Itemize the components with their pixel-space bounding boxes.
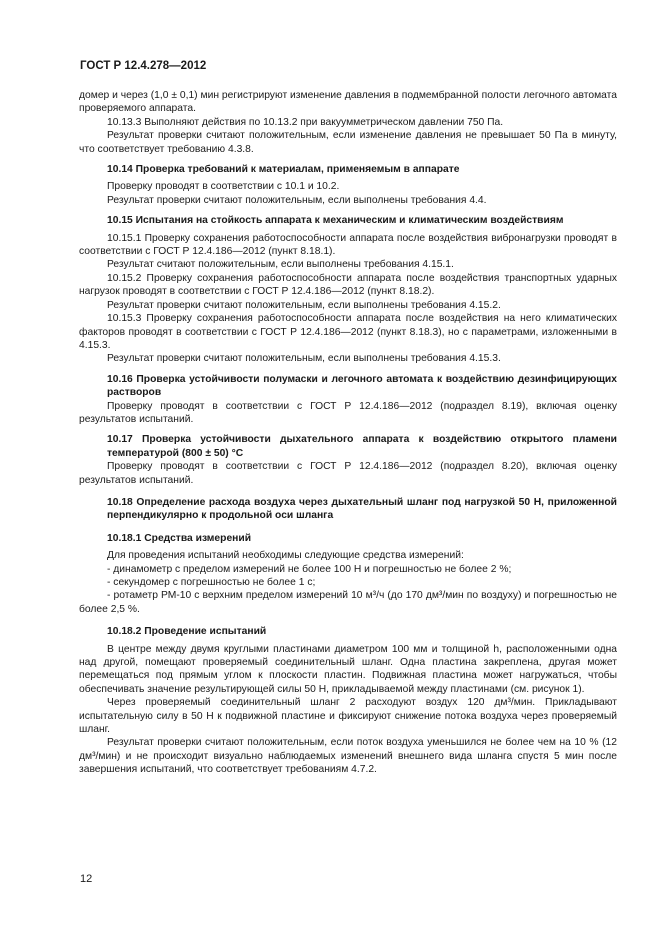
- section-heading: 10.17 Проверка устойчивости дыхательного аппарата к воздействию открытого пламени температурой (800 ± 50) °С: [107, 434, 617, 459]
- paragraph: Результат проверки считают положительным, если выполнены требования 4.4.: [107, 194, 487, 206]
- paragraph: Результат считают положительным, если выполнены требования 4.15.1.: [107, 259, 454, 271]
- paragraph: 10.15.3 Проверку сохранения работоспособности аппарата после воздействия на него климатических факторов проводят в соответствии с ГОСТ Р 12.4.186—2012 (пункт 8.18.3), но с параметрами, изложенными в 4.15.3.: [79, 313, 617, 351]
- paragraph: Результат проверки считают положительным, если поток воздуха уменьшился не более чем на 10 % (12 дм³/мин) и не происходит визуально наблюдаемых изменений внешнего вида шланга спустя 5 мин после завершения испытаний, что соответствует требованиям 4.7.2.: [79, 737, 617, 776]
- paragraph: Проверку проводят в соответствии с ГОСТ Р 12.4.186—2012 (подраздел 8.20), включая оценку результатов испытаний.: [79, 461, 617, 486]
- paragraph: Результат проверки считают положительным, если изменение давления не превышает 50 Па в минуту, что соответствует требованию 4.3.8.: [79, 130, 617, 155]
- paragraph: домер и через (1,0 ± 0,1) мин регистрируют изменение давления в подмембранной полости легочного автомата проверяемого аппарата.: [79, 90, 617, 115]
- paragraph: 10.15.2 Проверку сохранения работоспособности аппарата после воздействия транспортных ударных нагрузок проводят в соответствии с ГОСТ Р 12.4.186—2012 (пункт 8.18.2).: [79, 272, 617, 298]
- paragraph: Результат проверки считают положительным, если выполнены требования 4.15.2.: [107, 299, 501, 311]
- section-heading: 10.18 Определение расхода воздуха через дыхательный шланг под нагрузкой 50 Н, приложенной перпендикулярно к продольной оси шланга: [107, 496, 617, 522]
- section-heading: 10.14 Проверка требований к материалам, применяемым в аппарате: [107, 164, 460, 176]
- paragraph: В центре между двумя круглыми пластинами диаметром 100 мм и толщиной h, расположенными одна над другой, помещают проверяемый соединительный шланг. Одна пластина закреплена, другая может перемещаться под прямым углом к плоскости пластин. Подвижная пластина может нагружаться, чтобы обеспечивать значение результирующей силы 50 Н, прикладываемой между пластинами (см. рисунок 1).: [79, 643, 617, 695]
- paragraph: Результат проверки считают положительным, если выполнены требования 4.15.3.: [107, 353, 501, 365]
- paragraph: Проверку проводят в соответствии с 10.1 и 10.2.: [107, 181, 340, 193]
- paragraph: Через проверяемый соединительный шланг 2 расходуют воздух 120 дм³/мин. Прикладывают испытательную силу в 50 Н к подвижной пластине и фиксируют снижение потока воздуха через проверяемый шланг.: [79, 697, 617, 736]
- subsection-heading: 10.18.2 Проведение испытаний: [107, 626, 267, 638]
- paragraph: Для проведения испытаний необходимы следующие средства измерений:: [107, 550, 464, 562]
- section-heading: 10.16 Проверка устойчивости полумаски и легочного автомата к воздействию дезинфицирующих растворов: [107, 373, 617, 399]
- list-item: - секундомер с погрешностью не более 1 с;: [107, 577, 316, 588]
- list-item: - динамометр с пределом измерений не более 100 Н и погрешностью не более 2 %;: [107, 563, 512, 575]
- paragraph: 10.15.1 Проверку сохранения работоспособности аппарата после воздействия вибронагрузки проводят в соответствии с ГОСТ Р 12.4.186—2012 (пункт 8.18.1).: [79, 232, 617, 258]
- document-body: [79, 89, 617, 777]
- document-header: ГОСТ Р 12.4.278—2012: [80, 60, 207, 72]
- paragraph: Проверку проводят в соответствии с ГОСТ Р 12.4.186—2012 (подраздел 8.19), включая оценку результатов испытаний.: [79, 400, 617, 425]
- list-item: - ротаметр РМ-10 с верхним пределом измерений 10 м³/ч (до 170 дм³/мин по воздуху) и погрешностью не более 2,5 %.: [79, 590, 617, 615]
- page-number: 12: [80, 873, 93, 885]
- paragraph: 10.13.3 Выполняют действия по 10.13.2 при вакуумметрическом давлении 750 Па.: [107, 116, 504, 128]
- subsection-heading: 10.18.1 Средства измерений: [107, 532, 252, 544]
- section-heading: 10.15 Испытания на стойкость аппарата к механическим и климатическим воздействиям: [107, 215, 564, 227]
